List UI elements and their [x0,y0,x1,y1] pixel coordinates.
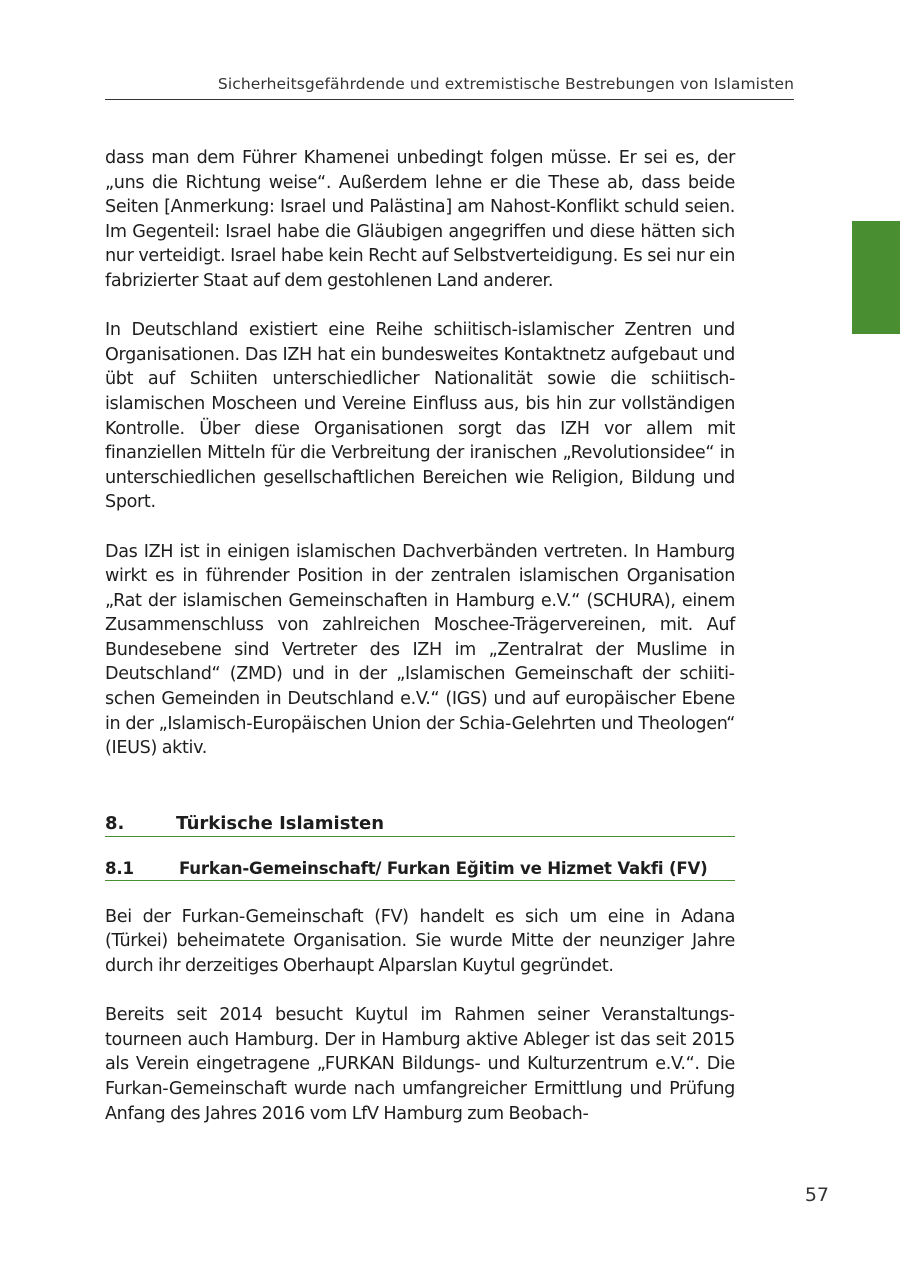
page-number: 57 [804,1184,829,1206]
page-body [105,146,735,1126]
subsection-title: Furkan-Gemeinschaft/ Furkan Eğitim ve Hizmet Vakfi (FV) [179,858,708,878]
paragraph-khamenei: dass man dem Führer Khamenei unbedingt folgen müsse. Er sei es, der „uns die Richtung weise“. Außerdem lehne er die These ab, dass beide Seiten [Anmerkung: Israel und Palästina] am Nahost-Konflikt schuld seien. Im Gegenteil: Israel habe die Gläubigen angegriffen und diese hätten sich nur verteidigt. Israel habe kein Recht auf Selbstverteidigung. Es sei nur ein fabrizierter Staat auf dem gestohlenen Land anderer. [105,148,735,291]
subsection-heading [105,859,735,881]
section-title: Türkische Islamisten [176,812,385,834]
section-heading [105,813,735,837]
paragraph-shiite-centers: In Deutschland existiert eine Reihe schiitisch-islamischer Zentren und Organisationen. Das IZH hat ein bundesweites Kontaktnetz aufgebaut und übt auf Schiiten unterschiedlicher Nationalität sowie die schiitisch-islamischen Moscheen und Vereine Einfluss aus, bis hin zur vollständigen Kontrolle. Über diese Organisationen sorgt das IZH vor allem mit finanziellen Mitteln für die Verbreitung der iranischen „Revolutionsidee“ in unterschiedlichen gesellschaftlichen Bereichen wie Religion, Bildung und Sport. [105,320,735,513]
paragraph-furkan-intro: Bei der Furkan-Gemeinschaft (FV) handelt es sich um eine in Adana (Türkei) beheimatete Organisation. Sie wurde Mitte der neunziger Jahre durch ihr derzeitiges Oberhaupt Alparslan Kuytul gegründet. [105,906,735,977]
running-header: Sicherheitsgefährdende und extremistische Bestrebungen von Islamisten [105,75,794,100]
subsection-number: 8.1 [105,858,134,878]
paragraph-izh-umbrella: Das IZH ist in einigen islamischen Dachverbänden vertreten. In Hamburg wirkt es in führender Position in der zentralen islamischen Organisation „Rat der islamischen Gemeinschaften in Hamburg e.V.“ (SCHURA), einem Zusammenschluss von zahlreichen Moschee-Trägervereinen, mit. Auf Bundesebene sind Vertreter des IZH im „Zentralrat der Muslime in Deutschland“ (ZMD) und in der „Islamischen Gemeinschaft der schiitischen Gemeinden in Deutschland e.V.“ (IGS) und auf europäischer Ebene in der „Islamisch-Europäischen Union der Schia-Gelehrten und Theologen“ (IEUS) aktiv. [105,541,735,759]
section-number: 8. [105,812,125,834]
paragraph-furkan-hamburg: Bereits seit 2014 besucht Kuytul im Rahmen seiner Veranstaltungstourneen auch Hamburg. Der in Hamburg aktive Ableger ist das seit 2015 als Verein eingetragene „FURKAN Bildungs- und Kulturzentrum e.V.“. Die Furkan-Gemeinschaft wurde nach umfangreicher Ermittlung und Prüfung Anfang des Jahres 2016 vom LfV Hamburg zum Beobach- [105,1005,735,1124]
chapter-thumb-tab [852,221,900,334]
